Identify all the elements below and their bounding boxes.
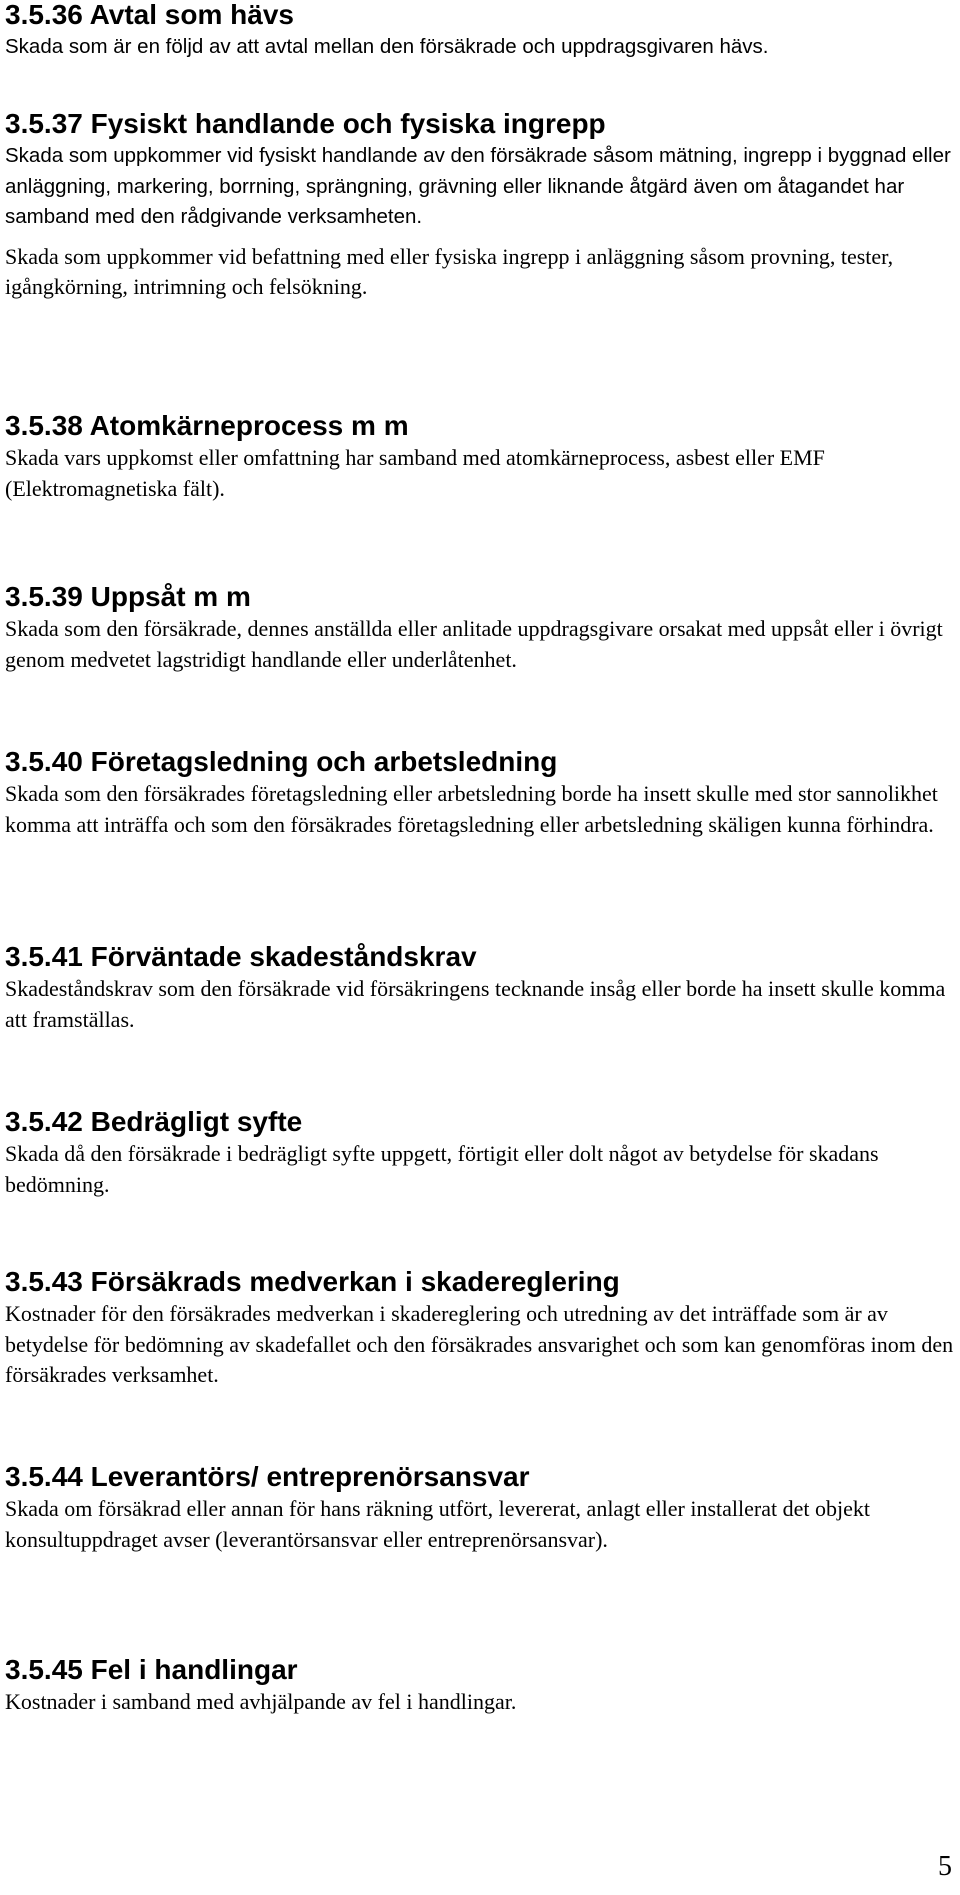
section-paragraph: Skada om försäkrad eller annan för hans räkning utfört, levererat, anlagt eller installerat det objekt konsultuppdraget avser (leverantörsansvar eller entreprenörsansvar). — [5, 1496, 870, 1552]
section-heading: 3.5.37 Fysiskt handlande och fysiska ingrepp — [5, 108, 606, 139]
section-heading: 3.5.41 Förväntade skadeståndskrav — [5, 941, 477, 972]
section-heading: 3.5.38 Atomkärneprocess m m — [5, 410, 409, 441]
section-heading: 3.5.36 Avtal som hävs — [5, 0, 294, 30]
section-3-5-36 — [5, 0, 955, 63]
section-3-5-44 — [5, 1460, 955, 1555]
section-heading: 3.5.40 Företagsledning och arbetsledning — [5, 746, 558, 777]
section-3-5-38 — [5, 409, 955, 504]
section-3-5-43 — [5, 1265, 955, 1391]
section-paragraph: Kostnader i samband med avhjälpande av fel i handlingar. — [5, 1689, 517, 1714]
section-3-5-41 — [5, 940, 955, 1035]
section-3-5-45 — [5, 1653, 955, 1718]
section-paragraph: Skada som den försäkrade, dennes anställda eller anlitade uppdragsgivare orsakat med uppsåt eller i övrigt genom medvetet lagstridigt handlande eller underlåtenhet. — [5, 616, 943, 672]
section-paragraph: Skada som är en följd av att avtal mellan den försäkrade och uppdragsgivaren hävs. — [5, 35, 769, 58]
section-paragraph: Skada då den försäkrade i bedrägligt syfte uppgett, förtigit eller dolt något av betydelse för skadans bedömning. — [5, 1141, 879, 1197]
section-3-5-39 — [5, 580, 955, 675]
section-3-5-37 — [5, 107, 955, 303]
section-paragraph: Skada som uppkommer vid fysiskt handlande av den försäkrade såsom mätning, ingrepp i byggnad eller anläggning, markering, borrning, sprängning, grävning eller liknande åtgärd även om åtagandet har samband med den rådgivande verksamheten. — [5, 144, 951, 228]
page-number: 5 — [938, 1851, 952, 1882]
section-3-5-40 — [5, 745, 955, 840]
section-heading: 3.5.45 Fel i handlingar — [5, 1654, 298, 1685]
section-paragraph: Skada som den försäkrades företagsledning eller arbetsledning borde ha insett skulle med stor sannolikhet komma att inträffa och som den försäkrades företagsledning eller arbetsledning skäligen kunna förhindra. — [5, 781, 938, 837]
section-heading: 3.5.43 Försäkrads medverkan i skadereglering — [5, 1266, 620, 1297]
section-paragraph: Kostnader för den försäkrades medverkan i skadereglering och utredning av det inträffade som är av betydelse för bedömning av skadefallet och den försäkrades ansvarighet och som kan genomföras inom den försäkrades verksamhet. — [5, 1301, 954, 1387]
section-heading: 3.5.44 Leverantörs/ entreprenörsansvar — [5, 1461, 530, 1492]
section-heading: 3.5.42 Bedrägligt syfte — [5, 1106, 303, 1137]
section-3-5-42 — [5, 1105, 955, 1200]
section-paragraph: Skadeståndskrav som den försäkrade vid försäkringens tecknande insåg eller borde ha insett skulle komma att framställas. — [5, 976, 946, 1032]
section-heading: 3.5.39 Uppsåt m m — [5, 581, 251, 612]
section-paragraph: Skada vars uppkomst eller omfattning har samband med atomkärneprocess, asbest eller EMF (Elektromagnetiska fält). — [5, 445, 825, 501]
section-paragraph: Skada som uppkommer vid befattning med eller fysiska ingrepp i anläggning såsom provning, tester, igångkörning, intrimning och felsökning. — [5, 243, 894, 299]
